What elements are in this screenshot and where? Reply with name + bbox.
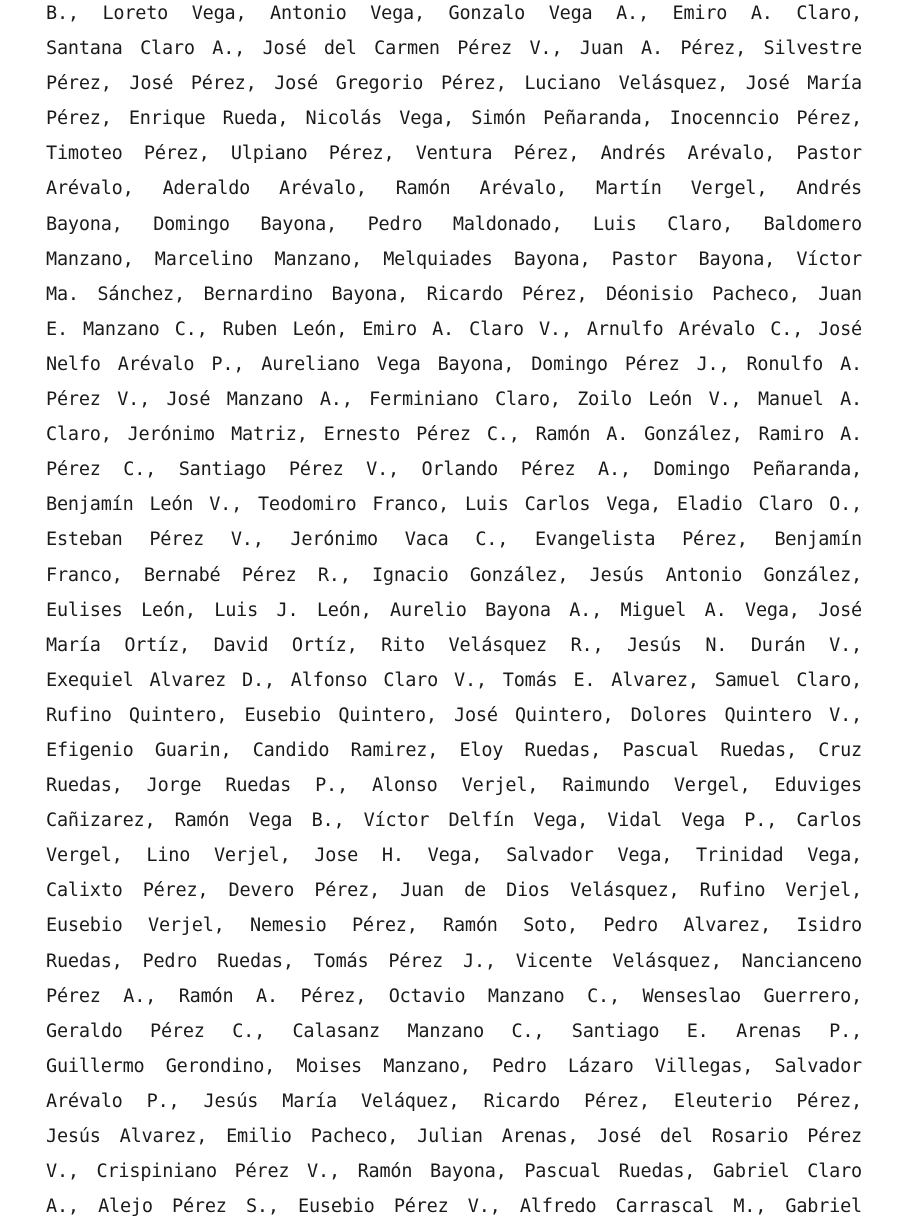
text-line: V., Crispiniano Pérez V., Ramón Bayona, Pascual Ruedas, Gabriel Claro — [46, 1161, 862, 1183]
name-list-text — [46, 0, 862, 1228]
text-line: Manzano, Marcelino Manzano, Melquiades Bayona, Pastor Bayona, Víctor — [46, 248, 862, 270]
text-line: Pérez, José Pérez, José Gregorio Pérez, Luciano Velásquez, José María — [46, 73, 862, 95]
text-line: Esteban Pérez V., Jerónimo Vaca C., Evangelista Pérez, Benjamín — [46, 529, 862, 551]
text-line: Eulises León, Luis J. León, Aurelio Bayona A., Miguel A. Vega, José — [46, 599, 862, 621]
text-line: Vergel, Lino Verjel, Jose H. Vega, Salvador Vega, Trinidad Vega, — [46, 845, 862, 867]
text-line: Guillermo Gerondino, Moises Manzano, Pedro Lázaro Villegas, Salvador — [46, 1055, 862, 1077]
text-line: Pérez C., Santiago Pérez V., Orlando Pérez A., Domingo Peñaranda, — [46, 459, 862, 481]
text-line: Pérez A., Ramón A. Pérez, Octavio Manzano C., Wenseslao Guerrero, — [46, 985, 862, 1007]
text-line: B., Loreto Vega, Antonio Vega, Gonzalo Vega A., Emiro A. Claro, — [46, 3, 862, 24]
text-line: Pérez V., José Manzano A., Ferminiano Claro, Zoilo León V., Manuel A. — [46, 389, 862, 411]
text-line: Ma. Sánchez, Bernardino Bayona, Ricardo Pérez, Déonisio Pacheco, Juan — [46, 283, 862, 305]
text-line: Benjamín León V., Teodomiro Franco, Luis Carlos Vega, Eladio Claro O., — [46, 494, 862, 516]
text-line: Rufino Quintero, Eusebio Quintero, José Quintero, Dolores Quintero V., — [46, 704, 862, 726]
text-line: Pérez, Enrique Rueda, Nicolás Vega, Simón Peñaranda, Inocenncio Pérez, — [46, 108, 862, 130]
text-line: A., Alejo Pérez S., Eusebio Pérez V., Alfredo Carrascal M., Gabriel — [46, 1196, 862, 1218]
text-line: Ruedas, Pedro Ruedas, Tomás Pérez J., Vicente Velásquez, Nancianceno — [46, 950, 862, 972]
text-line: Efigenio Guarin, Candido Ramirez, Eloy Ruedas, Pascual Ruedas, Cruz — [46, 739, 862, 761]
text-line: Exequiel Alvarez D., Alfonso Claro V., Tomás E. Alvarez, Samuel Claro, — [46, 669, 862, 691]
text-line: Geraldo Pérez C., Calasanz Manzano C., Santiago E. Arenas P., — [46, 1020, 862, 1042]
text-line: María Ortíz, David Ortíz, Rito Velásquez R., Jesús N. Durán V., — [46, 634, 862, 656]
text-line: Claro, Jerónimo Matriz, Ernesto Pérez C., Ramón A. González, Ramiro A. — [46, 424, 862, 446]
text-line: Arévalo P., Jesús María Veláquez, Ricardo Pérez, Eleuterio Pérez, — [46, 1090, 862, 1112]
text-line: Eusebio Verjel, Nemesio Pérez, Ramón Soto, Pedro Alvarez, Isidro — [46, 915, 862, 937]
text-line: Bayona, Domingo Bayona, Pedro Maldonado, Luis Claro, Baldomero — [46, 213, 862, 235]
text-line: E. Manzano C., Ruben León, Emiro A. Claro V., Arnulfo Arévalo C., José — [46, 318, 862, 340]
text-line: Timoteo Pérez, Ulpiano Pérez, Ventura Pérez, Andrés Arévalo, Pastor — [46, 143, 862, 165]
text-line: Jesús Alvarez, Emilio Pacheco, Julian Arenas, José del Rosario Pérez — [46, 1126, 862, 1147]
text-line: Cañizarez, Ramón Vega B., Víctor Delfín Vega, Vidal Vega P., Carlos — [46, 810, 862, 832]
text-line: Ruedas, Jorge Ruedas P., Alonso Verjel, Raimundo Vergel, Eduviges — [46, 775, 862, 797]
text-line: Arévalo, Aderaldo Arévalo, Ramón Arévalo, Martín Vergel, Andrés — [46, 178, 862, 200]
text-line: Calixto Pérez, Devero Pérez, Juan de Dios Velásquez, Rufino Verjel, — [46, 880, 862, 902]
text-line: Franco, Bernabé Pérez R., Ignacio González, Jesús Antonio González, — [46, 564, 862, 586]
text-line: Santana Claro A., José del Carmen Pérez V., Juan A. Pérez, Silvestre — [46, 38, 862, 60]
text-line: Nelfo Arévalo P., Aureliano Vega Bayona, Domingo Pérez J., Ronulfo A. — [46, 353, 862, 375]
